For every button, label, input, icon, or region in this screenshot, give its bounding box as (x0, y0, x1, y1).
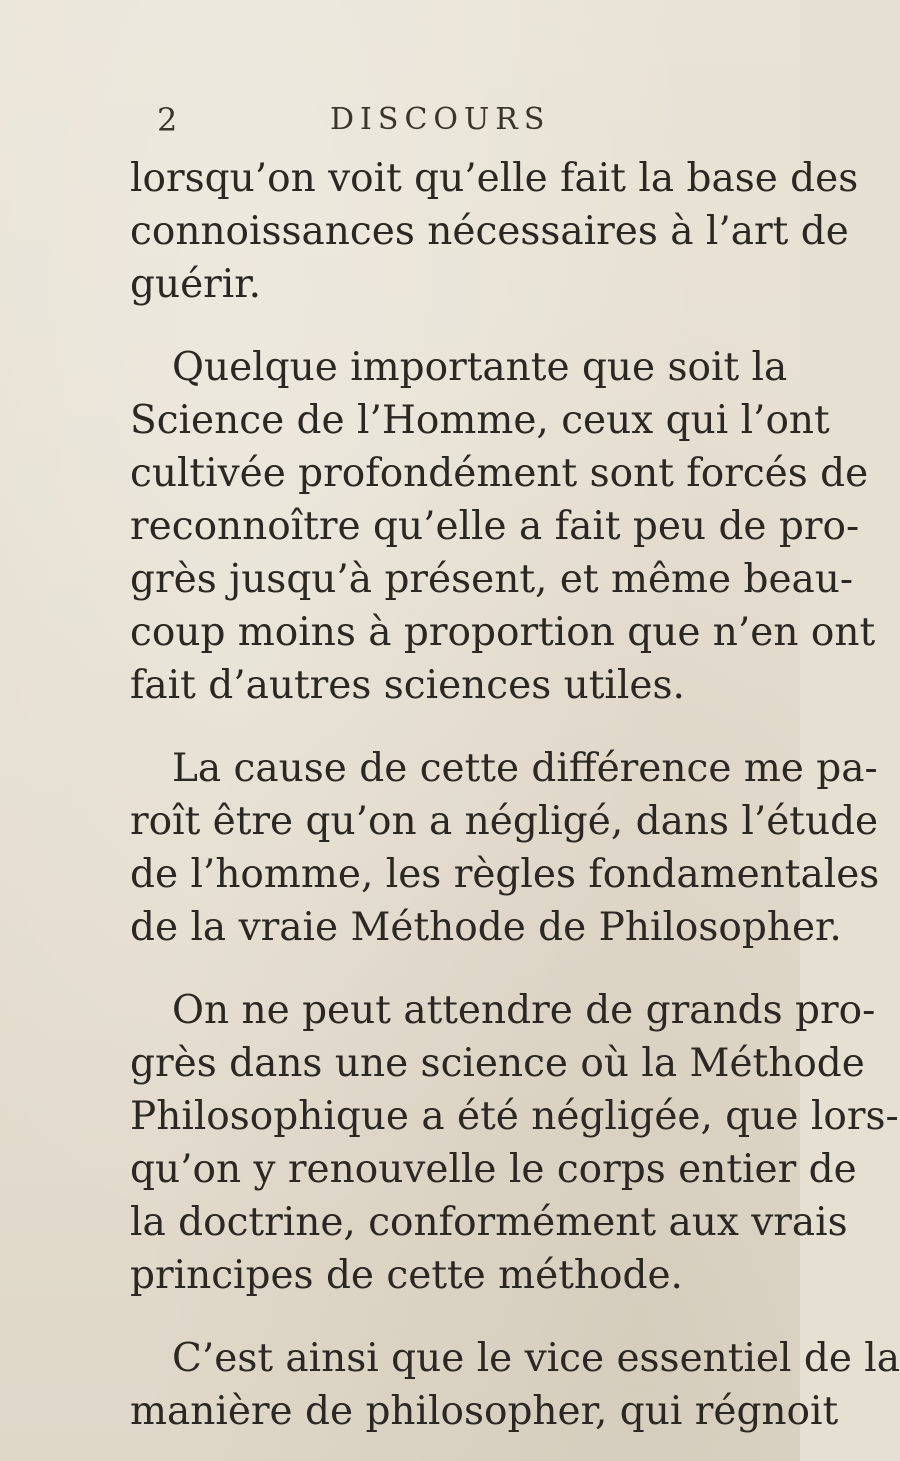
page-header (0, 100, 800, 140)
text-line: fait d’autres sciences utiles. (130, 663, 685, 708)
text-line: Philosophique a été négligée, que lors- (130, 1094, 899, 1139)
paragraph-2 (130, 341, 876, 712)
paragraph-5 (130, 1332, 900, 1438)
text-line: Science de l’Homme, ceux qui l’ont (130, 398, 830, 443)
running-head: DISCOURS (330, 102, 551, 137)
text-line: roît être qu’on a négligé, dans l’étude (130, 799, 879, 844)
text-line: connoissances nécessaires à l’art de (130, 209, 849, 254)
body-text (130, 152, 900, 1438)
text-line: de l’homme, les règles fondamentales (130, 852, 880, 897)
text-line: principes de cette méthode. (130, 1253, 683, 1298)
text-line: grès jusqu’à présent, et même beau- (130, 557, 854, 602)
text-line: La cause de cette différence me pa- (172, 746, 878, 791)
text-line: de la vraie Méthode de Philosopher. (130, 905, 842, 950)
text-line: manière de philosopher, qui régnoit (130, 1389, 839, 1434)
text-line: On ne peut attendre de grands pro- (172, 988, 876, 1033)
text-line: Quelque importante que soit la (172, 345, 788, 390)
text-line: lorsqu’on voit qu’elle fait la base des (130, 156, 859, 201)
text-line: la doctrine, conformément aux vrais (130, 1200, 848, 1245)
paragraph-3 (130, 742, 880, 954)
text-line: grès dans une science où la Méthode (130, 1041, 865, 1086)
text-line: guérir. (130, 262, 262, 307)
text-line: coup moins à proportion que n’en ont (130, 610, 876, 655)
text-line: cultivée profondément sont forcés de (130, 451, 869, 496)
paragraph-1 (130, 152, 859, 311)
text-line: qu’on y renouvelle le corps entier de (130, 1147, 857, 1192)
page-number: 2 (157, 101, 178, 139)
text-line: C’est ainsi que le vice essentiel de la (172, 1336, 900, 1381)
paragraph-4 (130, 984, 899, 1302)
text-line: reconnoître qu’elle a fait peu de pro- (130, 504, 860, 549)
